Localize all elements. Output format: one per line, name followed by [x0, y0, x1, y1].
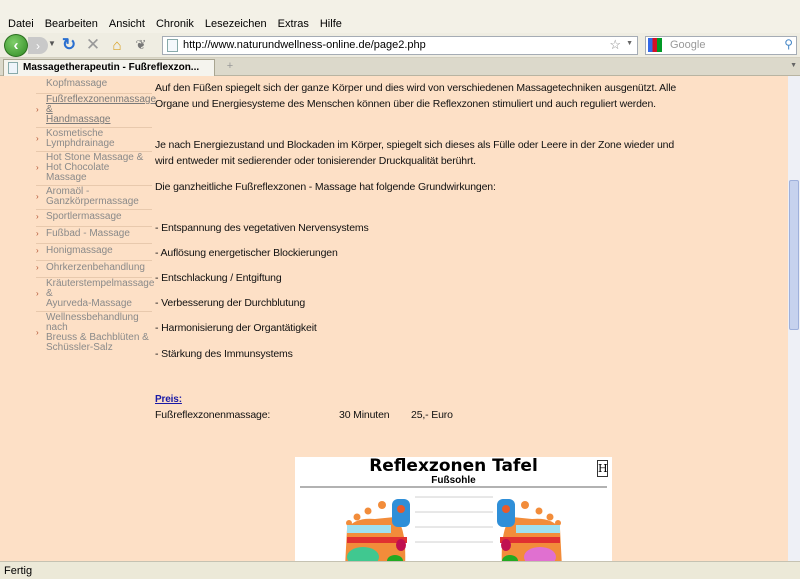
reload-icon[interactable]: ↻ — [61, 35, 77, 54]
menu-chronik[interactable]: Chronik — [155, 18, 194, 30]
menu-extras[interactable]: Extras — [277, 18, 309, 30]
sidebar-item-kraeuterstempel[interactable] — [36, 278, 155, 312]
home-icon[interactable]: ⌂ — [112, 36, 122, 54]
sidebar-item-label: Schüssler-Salz — [46, 342, 113, 353]
energy-text: wird entweder mit sedierender oder tonisierender Druckqualität berührt. — [155, 155, 476, 167]
arrow-icon: › — [36, 105, 39, 114]
status-text: Fertig — [4, 565, 33, 577]
sidebar-item-wellnessbehandlung[interactable] — [36, 312, 152, 355]
sidebar-item-honigmassage[interactable] — [36, 244, 152, 261]
intro-text: Auf den Füßen spiegelt sich der ganze Körper und dies wird von verschiedenen Massagetechniken ausgenützt. Alle — [155, 82, 677, 94]
sidebar-item-aromaoel[interactable] — [36, 186, 152, 210]
sidebar-item-ohrkerzen[interactable] — [36, 261, 152, 278]
menu-bar — [0, 0, 800, 33]
tab-list-icon[interactable]: ▼ — [790, 62, 797, 69]
page-icon — [8, 62, 18, 74]
sidebar-item-fussbad[interactable] — [36, 227, 152, 244]
search-placeholder: Google — [670, 39, 706, 51]
sidebar-item-label: Honigmassage — [46, 245, 113, 256]
sidebar-item-label: Hot Stone Massage & — [46, 152, 144, 163]
sidebar-item-label: Wellnessbehandlung nach — [46, 312, 139, 333]
effect-item: - Entschlackung / Entgiftung — [155, 272, 282, 284]
sidebar-item-label: Ohrkerzenbehandlung — [46, 262, 145, 273]
arrow-icon: › — [36, 263, 39, 272]
sidebar-item-label: Kräuterstempelmassage & — [46, 278, 155, 299]
url-dropdown-icon[interactable]: ▼ — [626, 40, 633, 47]
sidebar-item-label: Ganzkörpermassage — [46, 196, 139, 207]
tab-bar — [0, 58, 800, 76]
search-icon[interactable]: ⚲ — [784, 37, 793, 51]
stop-icon[interactable]: ✕ — [85, 35, 101, 54]
back-button[interactable] — [4, 34, 28, 57]
effect-item: - Harmonisierung der Organtätigkeit — [155, 322, 317, 334]
price-name: Fußreflexzonenmassage: — [155, 409, 271, 421]
menu-hilfe[interactable]: Hilfe — [319, 18, 342, 30]
sidebar-item-label: Kosmetische — [46, 128, 104, 139]
intro-text: Organe und Energiesysteme des Menschen können über die Reflexzonen stimuliert und auch reguliert werden. — [155, 98, 656, 110]
sidebar-item-lymphdrainage[interactable] — [36, 128, 152, 152]
arrow-icon: › — [36, 229, 39, 238]
effects-heading: Die ganzheitliche Fußreflexzonen - Massage hat folgende Grundwirkungen: — [155, 181, 496, 193]
sidebar-item-label: Hot Chocolate Massage — [46, 162, 110, 183]
sidebar-item-label: Sportlermassage — [46, 211, 122, 222]
sidebar-item-fussreflexzonenmassage[interactable] — [36, 94, 157, 128]
preis-link[interactable]: Preis: — [155, 394, 182, 405]
effect-item: - Auflösung energetischer Blockierungen — [155, 247, 338, 259]
arrow-icon: › — [36, 289, 39, 298]
left-foot — [345, 499, 410, 561]
sidebar-item-label: Breuss & Bachblüten & — [46, 332, 149, 343]
back-arrow-icon: ‹ — [13, 37, 19, 54]
history-dropdown-icon[interactable]: ▼ — [48, 39, 56, 48]
search-input[interactable] — [645, 36, 797, 55]
bookmark-star-icon[interactable]: ☆ — [609, 37, 621, 52]
vertical-scrollbar[interactable] — [788, 76, 800, 561]
arrow-icon: › — [36, 134, 39, 143]
nav-toolbar — [0, 33, 800, 58]
sidebar-item-hot-stone[interactable] — [36, 152, 152, 186]
arrow-icon: › — [36, 328, 39, 337]
arrow-icon: › — [36, 212, 39, 221]
sidebar-item-label: Lymphdrainage — [46, 138, 115, 149]
sidebar-item-label: Fußreflexzonenmassage & — [46, 94, 157, 115]
sidebar-item-sportlermassage[interactable] — [36, 210, 152, 227]
url-text: http://www.naturundwellness-online.de/page2.php — [183, 39, 426, 51]
menu-lesezeichen[interactable]: Lesezeichen — [204, 18, 267, 30]
sidebar-item-label: Kopfmassage — [46, 78, 108, 89]
forward-button[interactable] — [28, 37, 48, 54]
google-icon[interactable] — [648, 38, 662, 52]
arrow-icon: › — [36, 246, 39, 255]
addon-icon[interactable]: ❦ — [135, 37, 147, 52]
tab-title: Massagetherapeutin - Fußreflexzon... — [23, 62, 200, 73]
menu-bearbeiten[interactable]: Bearbeiten — [44, 18, 98, 30]
arrow-icon: › — [36, 192, 39, 201]
page-content — [0, 76, 788, 561]
effect-item: - Verbesserung der Durchblutung — [155, 297, 306, 309]
status-bar — [0, 561, 800, 579]
sidebar-nav — [36, 77, 157, 355]
tab-active[interactable] — [3, 59, 215, 76]
url-input[interactable] — [162, 36, 638, 55]
sidebar-item-label: Ayurveda-Massage — [46, 298, 132, 309]
menu-datei[interactable]: Datei — [8, 18, 34, 30]
scrollbar-thumb[interactable] — [789, 180, 799, 330]
forward-arrow-icon: › — [36, 38, 40, 53]
arrow-icon: › — [36, 163, 39, 172]
reflexology-chart-image — [295, 457, 612, 561]
sidebar-item-label: Handmassage — [46, 114, 111, 125]
new-tab-button[interactable]: + — [226, 60, 234, 72]
energy-text: Je nach Energiezustand und Blockaden im Körper, spiegelt sich dieses als Fülle oder Leere in der Zone wieder und — [155, 139, 675, 151]
sidebar-item-kopfmassage[interactable] — [36, 77, 152, 94]
publisher-logo: H — [598, 462, 608, 475]
effect-item: - Entspannung des vegetativen Nervensystems — [155, 222, 369, 234]
price-amount: 25,- Euro — [411, 409, 453, 421]
price-duration: 30 Minuten — [339, 409, 390, 421]
sidebar-item-label: Aromaöl - — [46, 186, 90, 197]
right-foot — [497, 499, 562, 561]
menu-ansicht[interactable]: Ansicht — [108, 18, 145, 30]
image-title: Reflexzonen Tafel — [369, 456, 538, 476]
page-icon — [167, 39, 178, 52]
image-subtitle: Fußsohle — [431, 475, 476, 486]
effect-item: - Stärkung des Immunsystems — [155, 348, 293, 360]
sidebar-item-label: Fußbad - Massage — [46, 228, 130, 239]
